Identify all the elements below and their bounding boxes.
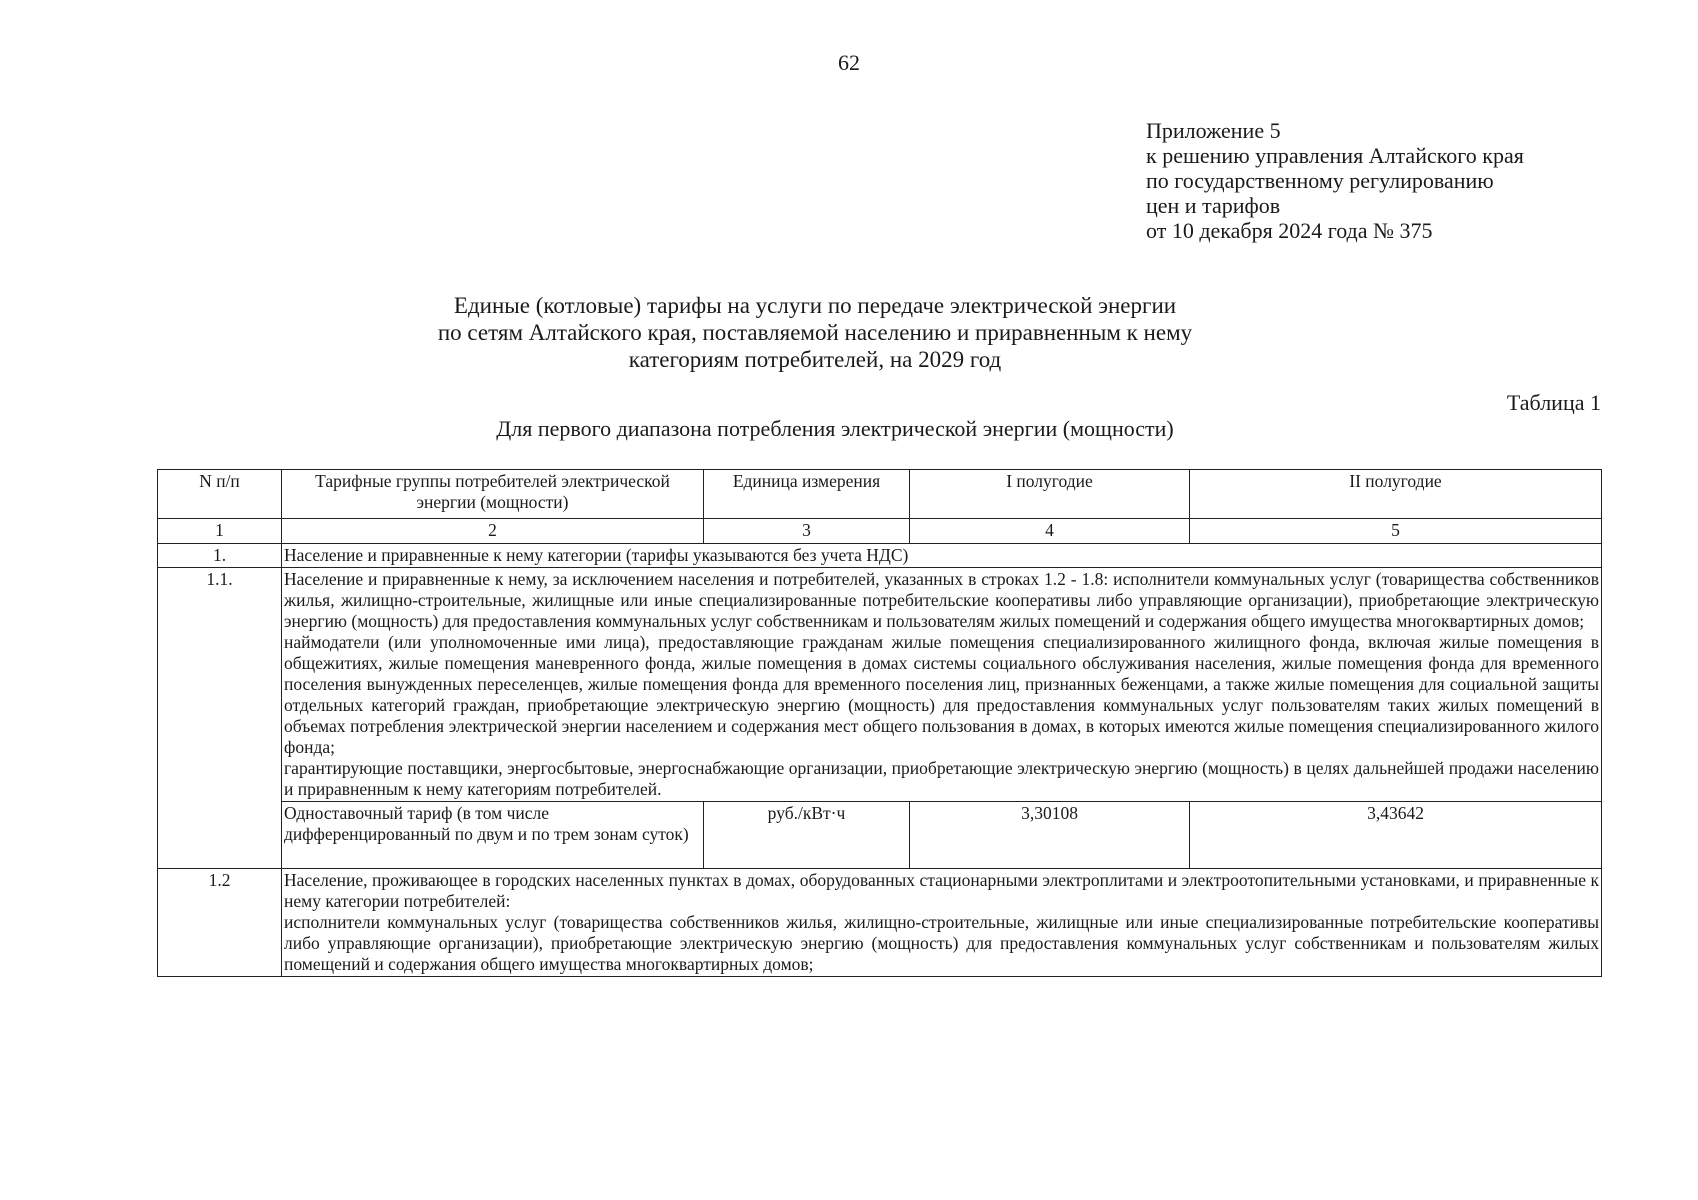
- tariff-value-half1: 3,30108: [910, 802, 1190, 869]
- description-paragraph: наймодатели (или уполномоченные ими лица), предоставляющие гражданам жилые помещения специализированного жилищного фонда, включая жилые помещения в общежитиях, жилые помещения маневренного фонда, жилые помещения в домах системы социального обслуживания населения, жилые помещения фонда для временного поселения вынужденных переселенцев, жилые помещения фонда для временного поселения лиц, признанных беженцами, а также жилые помещения для социальной защиты отдельных категорий граждан, приобретающие электрическую энергию (мощность) для предоставления коммунальных услуг пользователям таких жилых помещений в объемах потребления электрической энергии населением и содержания мест общего пользования в домах, в которых имеются жилые помещения специализированного жилого фонда;: [284, 632, 1599, 757]
- appendix-block: [1146, 118, 1524, 243]
- column-number: 3: [704, 519, 910, 544]
- header-cell-groups: Тарифные группы потребителей электрической энергии (мощности): [282, 470, 704, 519]
- tariff-value-half2: 3,43642: [1190, 802, 1602, 869]
- table-row-1-2: [158, 869, 1602, 977]
- appendix-line: от 10 декабря 2024 года № 375: [1146, 218, 1433, 243]
- row-description: [282, 568, 1602, 802]
- description-paragraph: Население, проживающее в городских населенных пунктах в домах, оборудованных стационарными электроплитами и электроотопительными установками, и приравненные к нему категории потребителей:: [284, 870, 1599, 911]
- table-caption: Для первого диапазона потребления электрической энергии (мощности): [496, 416, 1174, 441]
- tariff-label: Одноставочный тариф (в том числе дифференцированный по двум и по трем зонам суток): [282, 802, 704, 869]
- table-header-row: [158, 470, 1602, 519]
- column-number: 2: [282, 519, 704, 544]
- appendix-line: цен и тарифов: [1146, 193, 1281, 218]
- table-row-1: [158, 544, 1602, 568]
- description-paragraph: исполнители коммунальных услуг (товарищества собственников жилья, жилищно-строительные, жилищные или иные специализированные потребительские кооперативы либо управляющие организации), приобретающие электрическую энергию (мощность) для предоставления коммунальных услуг собственникам и пользователям жилых помещений и содержания общего имущества многоквартирных домов;: [284, 912, 1599, 974]
- column-number-row: [158, 519, 1602, 544]
- column-number: 5: [1190, 519, 1602, 544]
- title-line: по сетям Алтайского края, поставляемой населению и приравненным к нему: [437, 320, 1193, 345]
- appendix-line: по государственному регулированию: [1146, 168, 1494, 193]
- tariff-unit: руб./кВт·ч: [704, 802, 910, 869]
- row-description: [282, 869, 1602, 977]
- tariffs-table: [157, 469, 1602, 977]
- appendix-line: Приложение 5: [1146, 118, 1281, 143]
- appendix-line: к решению управления Алтайского края: [1146, 143, 1524, 168]
- header-cell-unit: Единица измерения: [704, 470, 910, 519]
- title-line: Единые (котловые) тарифы на услуги по передаче электрической энергии: [453, 293, 1177, 318]
- row-description: Население и приравненные к нему категории (тарифы указываются без учета НДС): [282, 544, 1602, 568]
- row-number: 1.2: [158, 869, 282, 977]
- row-number: 1.1.: [158, 568, 282, 869]
- document-title: [300, 292, 1330, 373]
- header-cell-number: N п/п: [158, 470, 282, 519]
- row-number: 1.: [158, 544, 282, 568]
- table-row-1-1: [158, 568, 1602, 802]
- page-number: 62: [838, 50, 860, 75]
- header-cell-half1: I полугодие: [910, 470, 1190, 519]
- description-paragraph: Население и приравненные к нему, за исключением населения и потребителей, указанных в строках 1.2 - 1.8: исполнители коммунальных услуг (товарищества собственников жилья, жилищно-строительные, жилищные или иные специализированные потребительские кооперативы либо управляющие организации), приобретающие электрическую энергию (мощность) для предоставления коммунальных услуг собственникам и пользователям жилых помещений и содержания общего имущества многоквартирных домов;: [284, 569, 1599, 631]
- table-number: Таблица 1: [1506, 390, 1601, 415]
- description-paragraph: гарантирующие поставщики, энергосбытовые, энергоснабжающие организации, приобретающие электрическую энергию (мощность) в целях дальнейшей продажи населению и приравненным к нему категориям потребителей.: [284, 758, 1599, 799]
- column-number: 1: [158, 519, 282, 544]
- title-line: категориям потребителей, на 2029 год: [628, 347, 1002, 372]
- tariff-row: [158, 802, 1602, 869]
- column-number: 4: [910, 519, 1190, 544]
- header-cell-half2: II полугодие: [1190, 470, 1602, 519]
